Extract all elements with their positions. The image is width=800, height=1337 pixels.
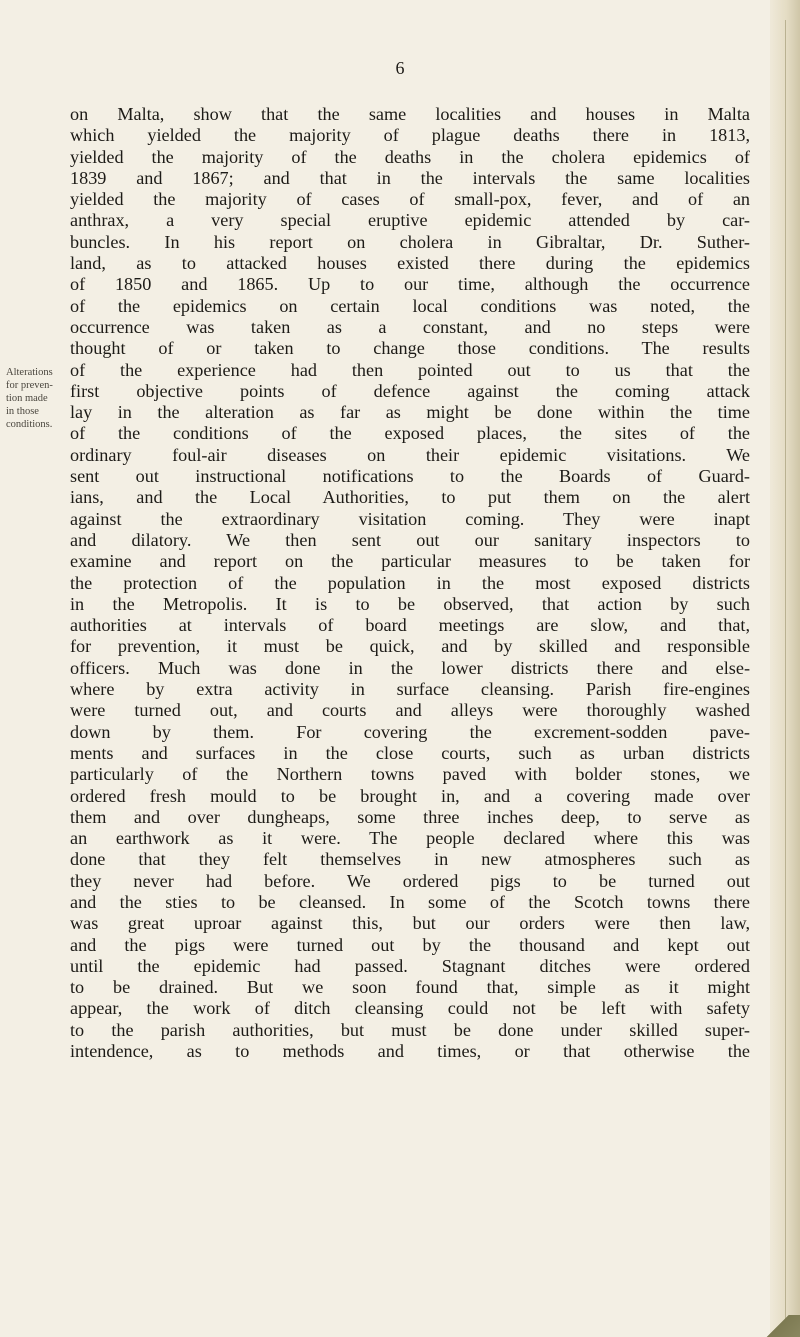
text-line: land, as to attacked houses existed there during the epidemics: [70, 253, 750, 274]
text-line: yielded the majority of cases of small-pox, fever, and of an: [70, 189, 750, 210]
text-line: ordered fresh mould to be brought in, and a covering made over: [70, 785, 750, 806]
text-line: which yielded the majority of plague deaths there in 1813,: [70, 125, 750, 146]
text-line: an earthwork as it were. The people declared where this was: [70, 828, 750, 849]
text-line: intendence, as to methods and times, or that otherwise the: [70, 1041, 750, 1062]
text-line: ordinary foul-air diseases on their epidemic visitations. We: [70, 444, 750, 465]
text-line: anthrax, a very special eruptive epidemic attended by car-: [70, 210, 750, 231]
margin-note-line: Alterations: [6, 367, 53, 378]
text-line: particularly of the Northern towns paved with bolder stones, we: [70, 764, 750, 785]
text-line: lay in the alteration as far as might be done within the time: [70, 402, 750, 423]
text-line: done that they felt themselves in new atmospheres such as: [70, 849, 750, 870]
text-line: until the epidemic had passed. Stagnant ditches were ordered: [70, 955, 750, 976]
text-line: appear, the work of ditch cleansing could not be left with safety: [70, 998, 750, 1019]
margin-note-line: for preven-: [6, 380, 53, 391]
page-edge-line: [785, 20, 786, 1320]
text-line: 1839 and 1867; and that in the intervals the same localities: [70, 167, 750, 188]
text-line: and dilatory. We then sent out our sanitary inspectors to: [70, 529, 750, 550]
text-line: were turned out, and courts and alleys were thoroughly washed: [70, 700, 750, 721]
text-line: first objective points of defence against the coming attack: [70, 380, 750, 401]
text-line: yielded the majority of the deaths in the cholera epidemics of: [70, 146, 750, 167]
text-line: and the sties to be cleansed. In some of the Scotch towns there: [70, 891, 750, 912]
text-line: occurrence was taken as a constant, and no steps were: [70, 316, 750, 337]
text-line: they never had before. We ordered pigs to be turned out: [70, 870, 750, 891]
text-line: where by extra activity in surface cleansing. Parish fire-engines: [70, 679, 750, 700]
text-line: examine and report on the particular measures to be taken for: [70, 551, 750, 572]
margin-note: [6, 366, 64, 431]
text-line: thought of or taken to change those conditions. The results: [70, 338, 750, 359]
text-line: down by them. For covering the excrement-sodden pave-: [70, 721, 750, 742]
text-line: of the conditions of the exposed places, the sites of the: [70, 423, 750, 444]
margin-note-line: in those: [6, 406, 39, 417]
text-line: on Malta, show that the same localities and houses in Malta: [70, 104, 750, 124]
text-line: in the Metropolis. It is to be observed, that action by such: [70, 593, 750, 614]
page-corner: [766, 1315, 800, 1337]
text-line: of the experience had then pointed out to us that the: [70, 359, 750, 380]
text-line: against the extraordinary visitation coming. They were inapt: [70, 508, 750, 529]
text-line: ments and surfaces in the close courts, such as urban districts: [70, 742, 750, 763]
body-text: [70, 104, 750, 1062]
text-line: of 1850 and 1865. Up to our time, although the occurrence: [70, 274, 750, 295]
page-number: 6: [395, 58, 405, 78]
margin-note-line: tion made: [6, 393, 48, 404]
text-line: ians, and the Local Authorities, to put them on the alert: [70, 487, 750, 508]
text-line: to the parish authorities, but must be done under skilled super-: [70, 1019, 750, 1040]
text-line: of the epidemics on certain local conditions was noted, the: [70, 295, 750, 316]
text-line: and the pigs were turned out by the thousand and kept out: [70, 934, 750, 955]
text-line: the protection of the population in the most exposed districts: [70, 572, 750, 593]
text-line: authorities at intervals of board meetings are slow, and that,: [70, 615, 750, 636]
text-line: sent out instructional notifications to the Boards of Guard-: [70, 466, 750, 487]
text-line: officers. Much was done in the lower districts there and else-: [70, 657, 750, 678]
text-line: for prevention, it must be quick, and by skilled and responsible: [70, 636, 750, 657]
margin-note-line: conditions.: [6, 419, 53, 430]
text-line: was great uproar against this, but our orders were then law,: [70, 913, 750, 934]
text-line: to be drained. But we soon found that, simple as it might: [70, 977, 750, 998]
text-line: them and over dungheaps, some three inches deep, to serve as: [70, 806, 750, 827]
text-line: buncles. In his report on cholera in Gibraltar, Dr. Suther-: [70, 231, 750, 252]
